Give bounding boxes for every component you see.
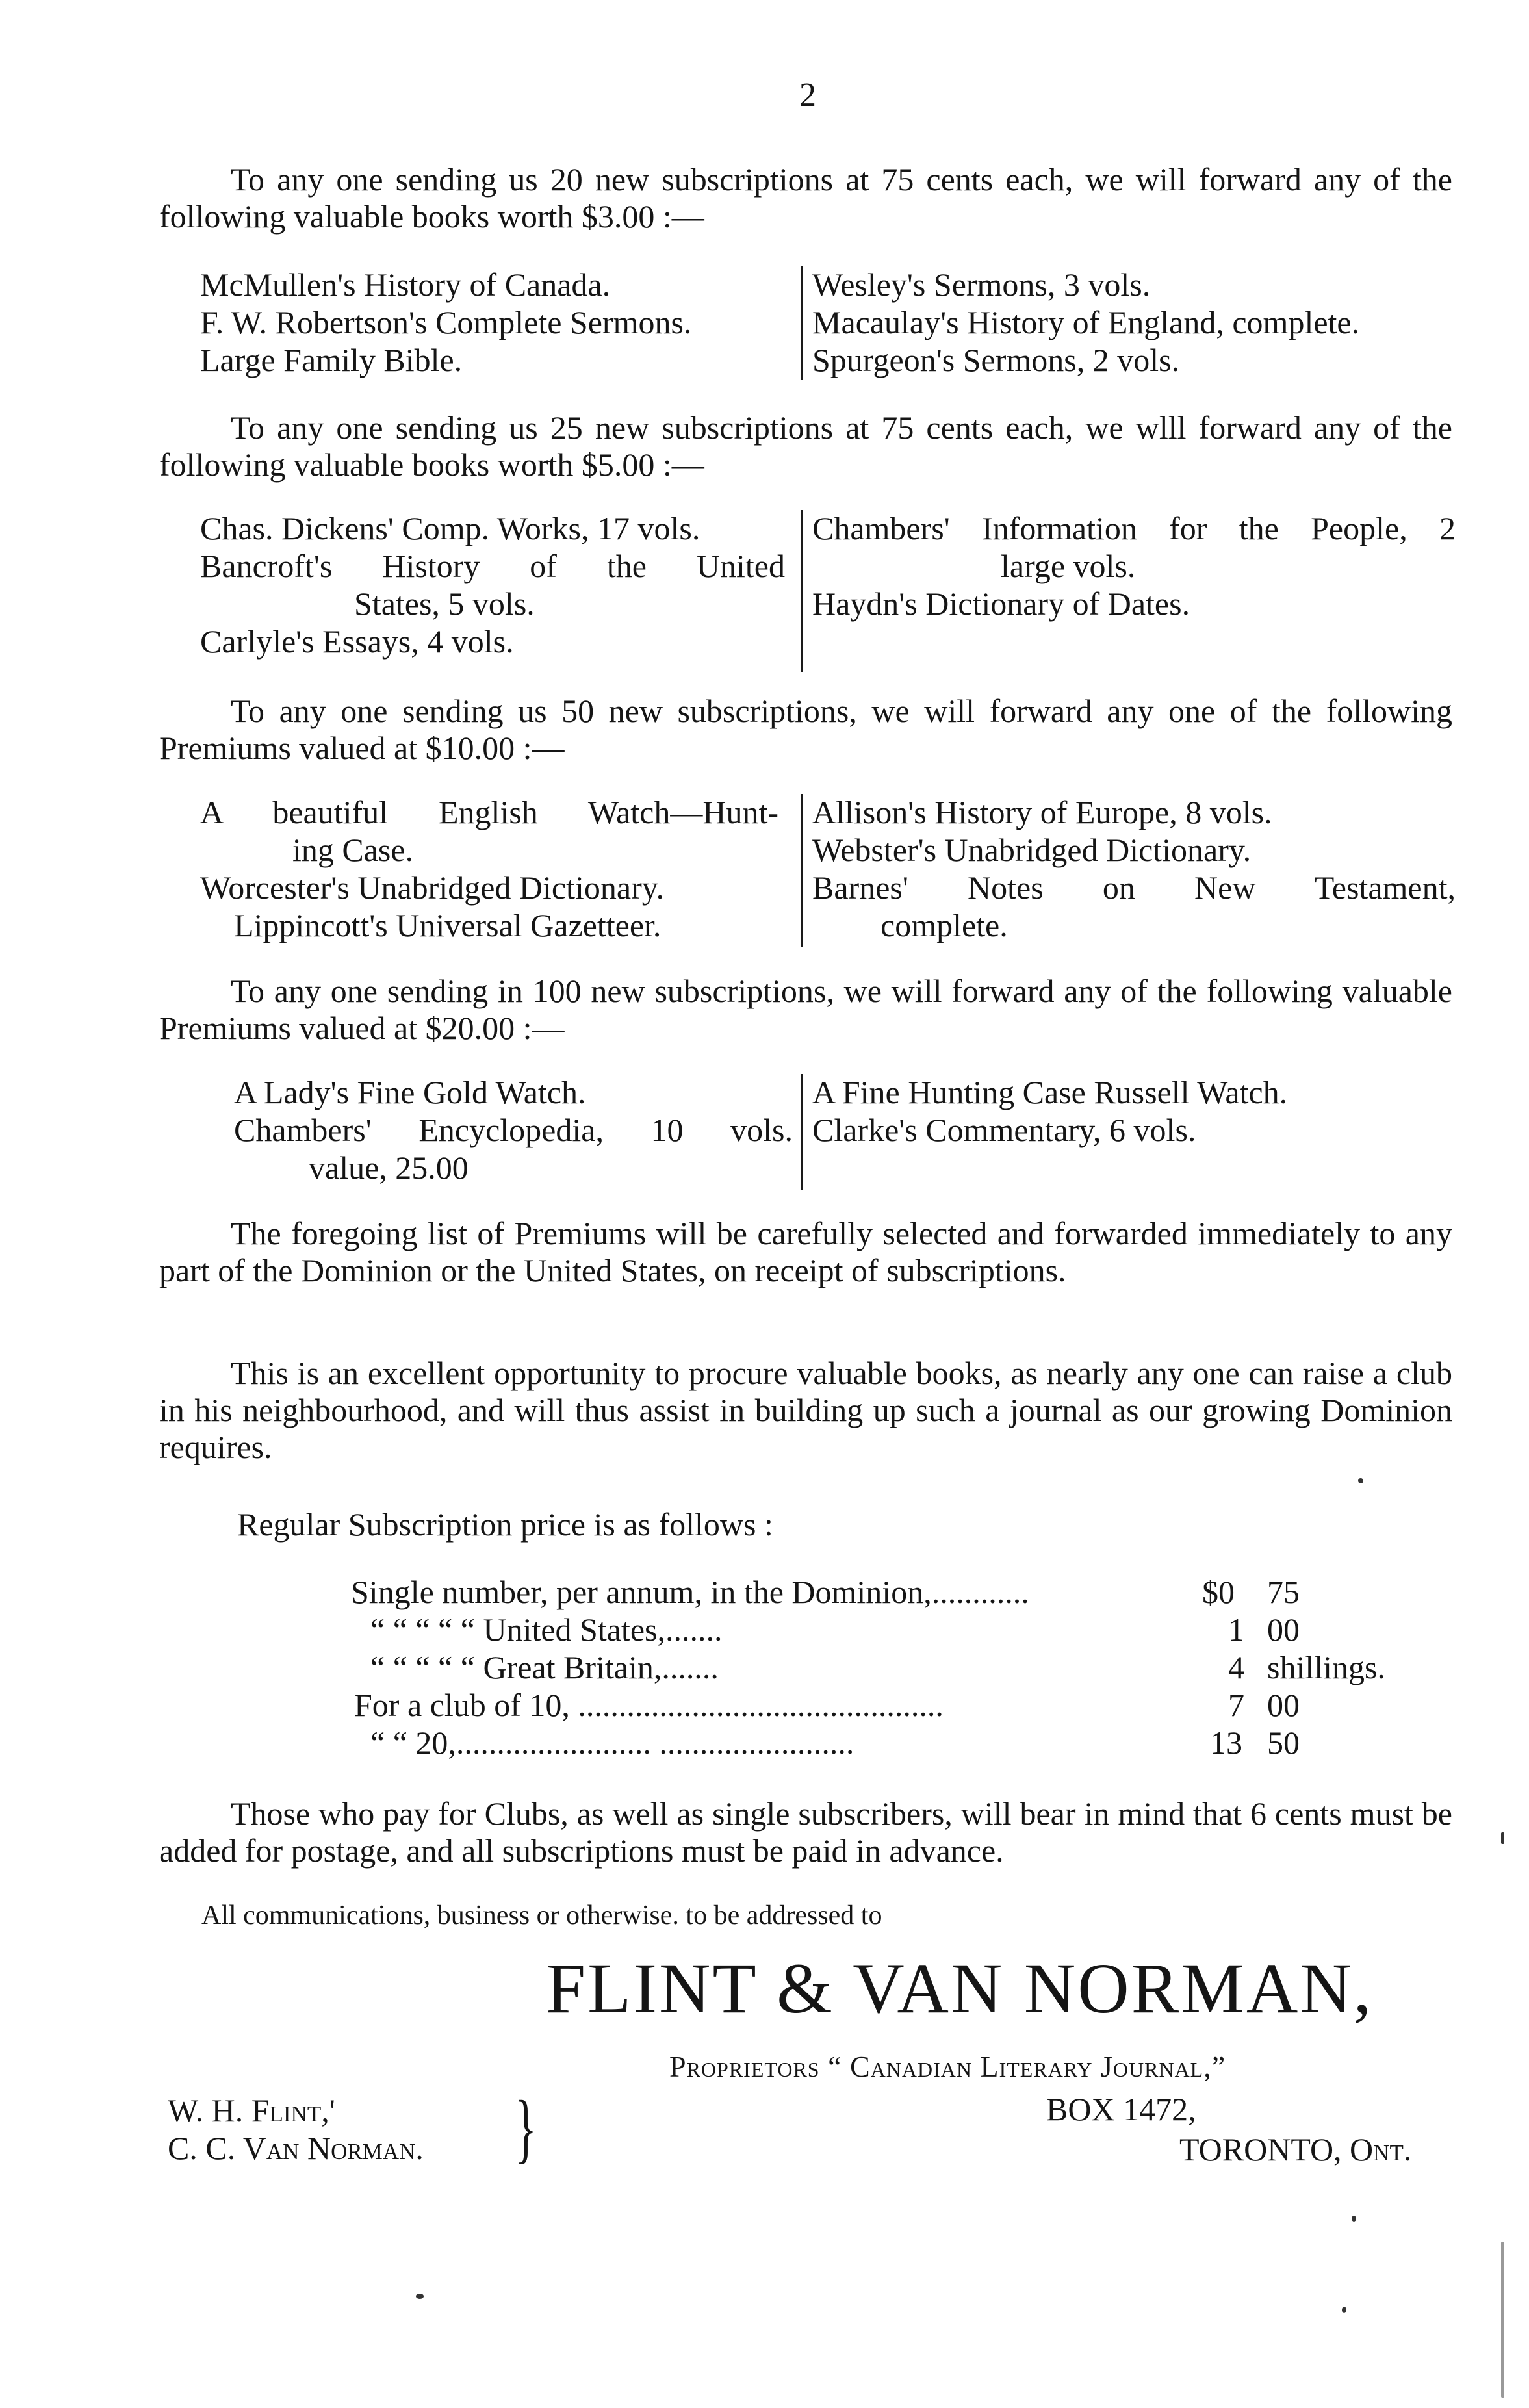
price-label: “ “ “ “ “ Great Britain,....... [370,1649,719,1685]
box-number: BOX 1472, [1046,2091,1196,2127]
section-1-right-1: Wesley's Sermons, 3 vols. [812,266,1151,303]
section-3-left-3: Worcester's Unabridged Dictionary. [200,869,664,906]
price-row [351,1724,1430,1761]
column-divider [801,510,803,672]
section-2-left-1: Chas. Dickens' Comp. Works, 17 vols. [200,510,700,546]
section-2-right-1: Chambers' Information for the People, 2 [812,510,1456,546]
price-row [351,1687,1430,1724]
price-currency: 13 [1210,1724,1242,1761]
price-row [351,1649,1430,1686]
proprietors-line: Proprietors “ Canadian Literary Journal,” [669,2050,1226,2083]
page-number: 2 [799,77,816,114]
scan-speck [1358,1478,1363,1483]
price-heading: Regular Subscription price is as follows : [237,1506,773,1543]
price-label: For a club of 10, ............................................. [354,1687,944,1723]
section-1-right-3: Spurgeon's Sermons, 2 vols. [812,342,1180,378]
communications-line: All communications, business or otherwise. to be addressed to [201,1901,882,1930]
section-1-right-2: Macaulay's History of England, complete. [812,304,1360,340]
price-amount: 00 [1267,1687,1300,1723]
section-1-left-1: McMullen's History of Canada. [200,266,611,303]
price-label: Single number, per annum, in the Dominion,............ [351,1574,1029,1610]
price-row [351,1574,1430,1611]
section-3-right-2: Webster's Unabridged Dictionary. [812,832,1252,868]
price-amount: shillings. [1267,1649,1385,1685]
section-3-right-4: complete. [880,907,1008,943]
price-label: “ “ 20,........................ ........................ [370,1724,854,1761]
scan-speck [1342,2307,1346,2313]
section-3-left-2: ing Case. [292,832,414,868]
section-3-intro: To any one sending us 50 new subscriptions, we will forward any one of the following Premiums valued at $10.00 :— [159,693,1452,766]
scan-speck [1501,2242,1504,2398]
column-divider [801,794,803,947]
section-3-right-3: Barnes' Notes on New Testament, [812,869,1456,906]
price-currency: 1 [1228,1611,1244,1648]
section-4-right-1: A Fine Hunting Case Russell Watch. [812,1074,1288,1110]
section-3-left-4: Lippincott's Universal Gazetteer. [234,907,662,943]
partner-van-norman: C. C. Van Norman. [168,2130,424,2166]
scan-speck [416,2294,424,2299]
price-amount: 75 [1267,1574,1300,1610]
scan-speck [1352,2216,1356,2222]
section-4-left-3: value, 25.00 [309,1149,469,1186]
column-divider [801,266,803,380]
opportunity-paragraph: This is an excellent opportunity to procure valuable books, as nearly any one can raise a club in his neighbourhood, and will thus assist in building up such a journal as our growing Dominion requires. [159,1355,1452,1465]
price-label: “ “ “ “ “ United States,....... [370,1611,723,1648]
price-amount: 50 [1267,1724,1300,1761]
section-1-left-3: Large Family Bible. [200,342,463,378]
section-4-left-1: A Lady's Fine Gold Watch. [234,1074,586,1110]
price-currency: $0 [1202,1574,1235,1610]
column-divider [801,1074,803,1190]
section-3-left-1: A beautiful English Watch—Hunt- [200,794,778,830]
section-3-right-1: Allison's History of Europe, 8 vols. [812,794,1272,830]
firm-name: FLINT & VAN NORMAN, [546,1949,1374,2028]
price-amount: 00 [1267,1611,1300,1648]
section-1-left-2: F. W. Robertson's Complete Sermons. [200,304,692,340]
partners-brace: } [514,2084,537,2171]
postage-paragraph: Those who pay for Clubs, as well as single subscribers, will bear in mind that 6 cents must be added for postage, and all subscriptions must be paid in advance. [159,1795,1452,1869]
section-4-left-2: Chambers' Encyclopedia, 10 vols. [234,1112,793,1148]
section-2-intro: To any one sending us 25 new subscriptions at 75 cents each, we wlll forward any of the following valuable books worth $5.00 :— [159,409,1452,483]
city-line: TORONTO, Ont. [1179,2131,1412,2168]
price-currency: 4 [1228,1649,1244,1685]
price-currency: 7 [1228,1687,1244,1723]
section-2-left-3: States, 5 vols. [354,585,535,622]
partner-flint: W. H. Flint,' [168,2092,335,2129]
scan-speck [1501,1832,1504,1844]
section-1-intro: To any one sending us 20 new subscriptions at 75 cents each, we will forward any of the following valuable books worth $3.00 :— [159,161,1452,235]
section-4-intro: To any one sending in 100 new subscriptions, we will forward any of the following valuable Premiums valued at $20.00 :— [159,973,1452,1046]
section-2-left-2: Bancroft's History of the United [200,548,785,584]
section-4-right-2: Clarke's Commentary, 6 vols. [812,1112,1196,1148]
section-2-right-2: large vols. [1001,548,1136,584]
price-row [351,1611,1430,1648]
section-2-left-4: Carlyle's Essays, 4 vols. [200,623,514,660]
foregoing-paragraph: The foregoing list of Premiums will be carefully selected and forwarded immediately to any part of the Dominion or the United States, on receipt of subscriptions. [159,1215,1452,1288]
section-2-right-3: Haydn's Dictionary of Dates. [812,585,1190,622]
